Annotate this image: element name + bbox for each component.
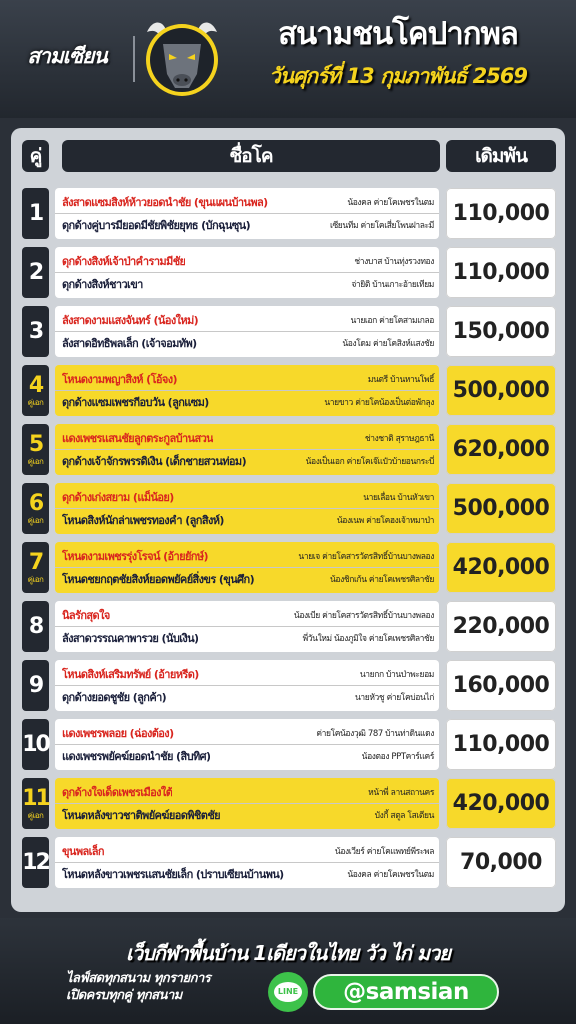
- bull-names-box: [55, 660, 439, 711]
- line-app-label: LINE: [274, 982, 302, 1002]
- bet-amount: 220,000: [446, 601, 556, 652]
- pair-number: 9: [28, 672, 43, 698]
- bull-1-owner: นายกก บ้านป่าพะยอม: [359, 670, 434, 680]
- bull-2-name: ดุกด้างเจ้าจักรพรรดิเงิน (เด็กชายสวนท่อม): [62, 455, 247, 468]
- pair-number: 7: [28, 549, 43, 575]
- main-pair-tag: คู่เอก: [27, 810, 44, 820]
- pair-number: 4: [28, 372, 43, 398]
- pair-number: 12: [22, 849, 49, 875]
- pair-number-box: [22, 837, 49, 888]
- footer-live-text: [66, 970, 266, 1004]
- bull-1-owner: น้องเวียร์ ค่ายโคแพทย์พีระพล: [334, 847, 434, 857]
- bull-1-name: ลังสาดงามแสงจันทร์ (น้องใหม่): [62, 314, 199, 327]
- event-date: วันศุกร์ที่ 13 กุมภาพันธ์ 2569: [268, 64, 528, 88]
- bet-amount: 70,000: [446, 837, 556, 888]
- bull-names-box: [55, 247, 439, 298]
- bull-2-name: โหนดหลังขาวชาติพยัคฆ์ยอดพิชิตชัย: [62, 809, 221, 822]
- match-row: [22, 188, 556, 239]
- bull-names-box: [55, 719, 439, 770]
- match-row: [22, 365, 556, 416]
- bull-entry-2: [62, 273, 434, 295]
- column-header-pair: คู่: [22, 140, 49, 172]
- live-line-1: ไลฟ์สดทุกสนาม ทุกรายการ: [66, 971, 211, 986]
- pair-number-box: [22, 542, 49, 593]
- bull-1-owner: ช่างชาติ สุราษฎธานี: [364, 434, 434, 444]
- bull-2-name: ดุกด้างคู่บารมียอดมีชัยพิชัยยุทธ (บักฉุนซุน): [62, 219, 251, 232]
- bull-entry-1: [62, 427, 434, 449]
- bull-1-owner: นายเลื่อน บ้านหัวเขา: [363, 493, 434, 503]
- bull-2-name: โหนดสิงห์นักล่าเพชรทองคำ (ลูกสิงห์): [62, 514, 224, 527]
- bet-amount: 150,000: [446, 306, 556, 357]
- match-row: [22, 837, 556, 888]
- bull-entry-1: [62, 545, 434, 567]
- bull-entry-1: [62, 781, 434, 803]
- bull-entry-2: [62, 686, 434, 708]
- bull-1-name: ลังสาดแซมสิงห์ห้าวยอดนำชัย (ขุนแผนบ้านพล): [62, 196, 268, 209]
- pair-number-box: [22, 188, 49, 239]
- bull-1-name: แดงเพชรพลอย (ฉ่องต้อง): [62, 727, 174, 740]
- bull-1-name: ดุกด้างใจเด็ดเพชรเมืองใต้: [62, 786, 173, 799]
- bull-1-owner: ค่ายโคน้องวุฒิ 787 บ้านท่าดินแดง: [316, 729, 434, 739]
- line-id-button[interactable]: @samsian: [313, 974, 499, 1010]
- bull-names-box: [55, 778, 439, 829]
- pair-number: 6: [28, 490, 43, 516]
- bull-1-name: ขุนพลเล็ก: [62, 845, 104, 858]
- bull-2-owner: น้องคล ค่ายโคเพชรในตม: [347, 870, 434, 880]
- bull-entry-2: [62, 804, 434, 826]
- pair-number: 1: [28, 200, 43, 226]
- bull-names-box: [55, 601, 439, 652]
- pair-number-box: [22, 247, 49, 298]
- bull-entry-2: [62, 509, 434, 531]
- bull-2-name: โหนดชยกฤตชัยสิงห์ยอดพยัคย์สิ่งขร (ขุนศึก): [62, 573, 255, 586]
- bull-1-name: แดงเพชรแสนชัยลูกตระกูลบ้านสวน: [62, 432, 214, 445]
- bull-1-name: นิลรักสุดใจ: [62, 609, 110, 622]
- pair-number-box: [22, 306, 49, 357]
- pair-number-box: [22, 365, 49, 416]
- bull-entry-2: [62, 214, 434, 236]
- bull-mascot-icon: [143, 14, 221, 100]
- bull-2-name: ลังสาดอิทธิพลเล็ก (เจ้าจอมทัพ): [62, 337, 197, 350]
- bull-entry-2: [62, 863, 434, 885]
- pair-number-box: [22, 778, 49, 829]
- match-row: [22, 601, 556, 652]
- match-row: [22, 719, 556, 770]
- match-row: [22, 306, 556, 357]
- bull-1-name: โหนดงามพญาสิงห์ (โอ้จง): [62, 373, 177, 386]
- live-line-2: เปิดครบทุกคู่ ทุกสนาม: [66, 988, 182, 1003]
- bull-1-owner: หน้าพี่ ลานสถานคร: [368, 788, 434, 798]
- bull-entry-1: [62, 604, 434, 626]
- bull-2-owner: น้องเนพ ค่ายโคฮงเจ้าหมาป่า: [336, 516, 434, 526]
- bull-entry-1: [62, 486, 434, 508]
- bet-amount: 420,000: [446, 542, 556, 593]
- bull-2-owner: บังกี้ สตูล โสเตียน: [374, 811, 434, 821]
- bull-2-owner: นายขาว ค่ายโคน้องเป็นต่อพักลุง: [324, 398, 434, 408]
- bull-1-owner: ช่างบาส บ้านทุ่งรวงทอง: [354, 257, 434, 267]
- bull-1-name: ดุกด้างเก่งสยาม (แม็น้อย): [62, 491, 174, 504]
- pair-number: 3: [28, 318, 43, 344]
- pair-number: 8: [28, 613, 43, 639]
- bull-names-box: [55, 365, 439, 416]
- match-row: [22, 660, 556, 711]
- bull-entry-1: [62, 840, 434, 862]
- brand-text: สามเซียน: [27, 43, 107, 68]
- bull-2-owner: น้องโดม ค่ายโคสิงห์แสงชัย: [342, 339, 434, 349]
- bull-entry-2: [62, 568, 434, 590]
- match-row: [22, 778, 556, 829]
- pair-number-box: [22, 719, 49, 770]
- bull-2-owner: น้องตอง PPTคาร์แคร์: [361, 752, 434, 762]
- page-title: สนามชนโคปากพล: [278, 16, 518, 52]
- main-pair-tag: คู่เอก: [27, 574, 44, 584]
- bull-2-name: ดุกด้างยอดชูชัย (ลูกค้า): [62, 691, 167, 704]
- bull-2-owner: น้องเป็นเอก ค่ายโคเจ๊แป๋วบ้ายอนกระบี่: [305, 457, 434, 467]
- bull-2-name: โหนดหลังขาวเพชรแสนชัยเล็ก (ปราบเซียนบ้านพน): [62, 868, 284, 881]
- bull-1-owner: นายเอก ค่ายโคสามเกลอ: [350, 316, 434, 326]
- bull-1-owner: นายเจ ค่ายโคสารวัตรสิทธิ์บ้านบางพลอง: [298, 552, 434, 562]
- pair-number: 10: [22, 731, 49, 757]
- bull-entry-2: [62, 627, 434, 649]
- bull-2-owner: จ่ายิติ บ้านเกาะอ้ายเทียม: [351, 280, 434, 290]
- match-row: [22, 483, 556, 534]
- line-app-icon[interactable]: [268, 972, 308, 1012]
- bull-entry-1: [62, 191, 434, 213]
- bull-1-name: โหนดสิงห์เสริมทรัพย์ (อ้ายหรีด): [62, 668, 199, 681]
- bet-amount: 420,000: [446, 778, 556, 829]
- bull-2-name: ดุกด้างสิงห์ชาวเขา: [62, 278, 143, 291]
- bull-2-name: แดงเพชรพยัคฆ์ยอดนำชัย (สิบทิศ): [62, 750, 211, 763]
- column-header-name: ชื่อโค: [62, 140, 440, 172]
- bull-entry-2: [62, 745, 434, 767]
- bull-2-owner: นายหัวชู ค่ายโคบ่อนไก่: [354, 693, 434, 703]
- brand-logo: [4, 34, 130, 78]
- footer-tagline: เว็บกีฬาพื้นบ้าน 1เดียวในไทย วัว ไก่ มวย: [126, 941, 450, 965]
- pair-number-box: [22, 483, 49, 534]
- bull-entry-2: [62, 391, 434, 413]
- bull-entry-1: [62, 368, 434, 390]
- match-row: [22, 542, 556, 593]
- bull-2-owner: เซียนทีม ค่ายโคเสี่ยโพนฝาละมี: [329, 221, 434, 231]
- bull-names-box: [55, 188, 439, 239]
- bull-names-box: [55, 542, 439, 593]
- bull-2-name: ดุกด้างแซมเพชรกีอบวัน (ลูกแซม): [62, 396, 209, 409]
- bull-1-owner: น้องเบีย ค่ายโคสารวัตรสิทธิ์บ้านบางพลอง: [293, 611, 434, 621]
- bet-amount: 110,000: [446, 188, 556, 239]
- pair-number-box: [22, 601, 49, 652]
- pair-number-box: [22, 424, 49, 475]
- bull-2-owner: น้องชิกเก้น ค่ายโคเพชรศิลาชัย: [329, 575, 434, 585]
- main-pair-tag: คู่เอก: [27, 397, 44, 407]
- pair-number: 5: [28, 431, 43, 457]
- bet-amount: 110,000: [446, 719, 556, 770]
- bull-names-box: [55, 483, 439, 534]
- bull-entry-1: [62, 309, 434, 331]
- bull-1-owner: มนตรี บ้านหานโพธิ์: [367, 375, 434, 385]
- bet-amount: 620,000: [446, 424, 556, 475]
- header-divider: [133, 36, 135, 82]
- bull-1-owner: น้องคล ค่ายโคเพชรในตม: [347, 198, 434, 208]
- match-row: [22, 424, 556, 475]
- main-pair-tag: คู่เอก: [27, 456, 44, 466]
- bull-2-name: ลังสาดวรรณคาพารวย (นับเงิน): [62, 632, 199, 645]
- bet-amount: 500,000: [446, 365, 556, 416]
- pair-number: 2: [28, 259, 43, 285]
- bull-names-box: [55, 837, 439, 888]
- bull-entry-2: [62, 332, 434, 354]
- pair-number: 11: [22, 785, 49, 811]
- pair-number-box: [22, 660, 49, 711]
- bet-amount: 500,000: [446, 483, 556, 534]
- bull-entry-1: [62, 663, 434, 685]
- bull-entry-1: [62, 722, 434, 744]
- bull-entry-2: [62, 450, 434, 472]
- bet-amount: 110,000: [446, 247, 556, 298]
- bull-names-box: [55, 306, 439, 357]
- bull-1-name: โหนดงามเพชรรุ่งโรจน์ (อ้ายยักษ์): [62, 550, 208, 563]
- bull-entry-1: [62, 250, 434, 272]
- match-row: [22, 247, 556, 298]
- bull-2-owner: พี่วันใหม่ น้องภูมิใจ ค่ายโคเพชรศิลาชัย: [302, 634, 434, 644]
- bet-amount: 160,000: [446, 660, 556, 711]
- main-pair-tag: คู่เอก: [27, 515, 44, 525]
- bull-names-box: [55, 424, 439, 475]
- bull-1-name: ดุกด้างสิงห์เจ้าป่าคำรามมีชัย: [62, 255, 186, 268]
- column-header-bet: เดิมพัน: [446, 140, 556, 172]
